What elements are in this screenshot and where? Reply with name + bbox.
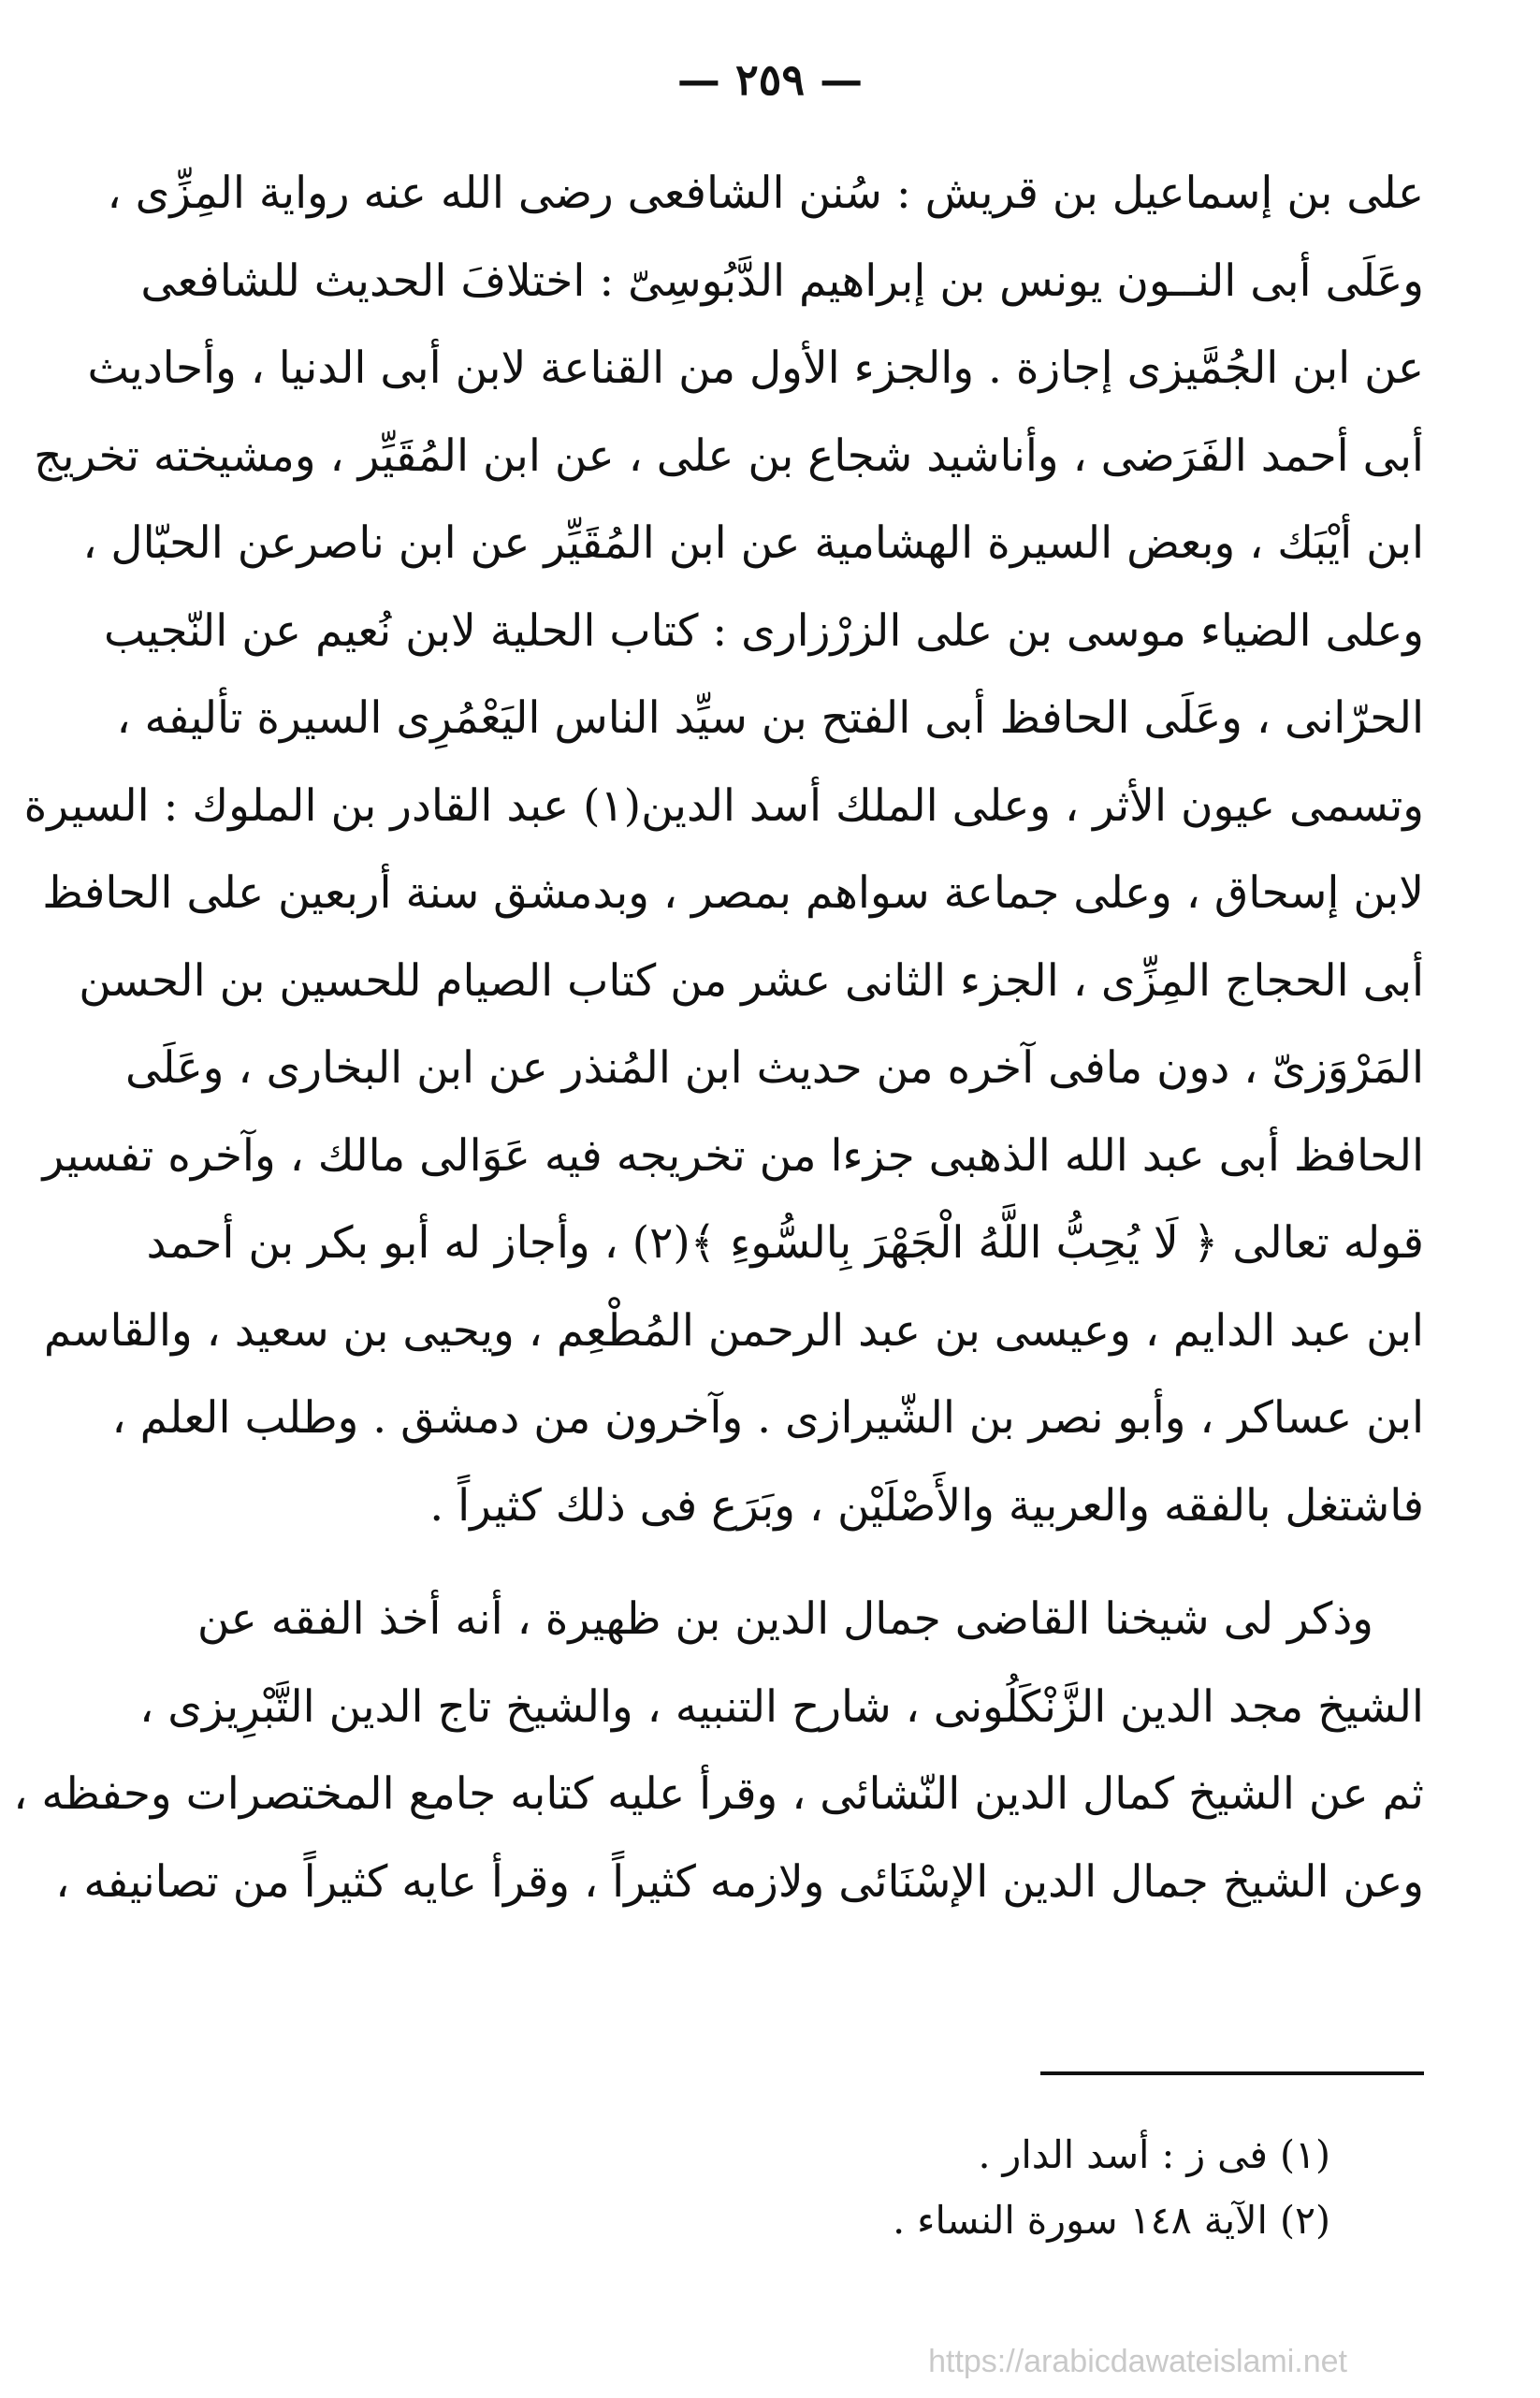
text-line: أبى أحمد الفَرَضى ، وأناشيد شجاع بن على ، عن ابن المُقَيِّر ، ومشيخته تخريج bbox=[34, 429, 1424, 482]
paragraph bbox=[23, 150, 1424, 1549]
footnotes bbox=[655, 2122, 1330, 2253]
text-line: الحافظ أبى عبد الله الذهبى جزءا من تخريجه فيه عَوَالى مالك ، وآخره تفسير bbox=[42, 1129, 1424, 1182]
text-line: وعَلَى أبى النــون يونس بن إبراهيم الدَّبُوسِىّ : اختلافَ الحديث للشافعى bbox=[140, 254, 1424, 307]
text-line: ابن عبد الدايم ، وعيسى بن عبد الرحمن المُطْعِم ، ويحيى بن سعيد ، والقاسم bbox=[43, 1304, 1424, 1357]
text-line: الحرّانى ، وعَلَى الحافظ أبى الفتح بن سيِّد الناس اليَعْمُرِى السيرة تأليفه ، bbox=[116, 692, 1424, 744]
text-line: لابن إسحاق ، وعلى جماعة سواهم بمصر ، وبدمشق سنة أربعين على الحافظ bbox=[42, 867, 1424, 919]
footnote: (١) فى ز : أسد الدار . bbox=[978, 2132, 1330, 2177]
text-line: وتسمى عيون الأثر ، وعلى الملك أسد الدين(١) عبد القادر بن الملوك : السيرة bbox=[23, 779, 1424, 832]
text-line: ثم عن الشيخ كمال الدين النّشائى ، وقرأ عليه كتابه جامع المختصرات وحفظه ، bbox=[13, 1768, 1424, 1820]
paragraph bbox=[13, 1576, 1424, 1926]
text-line: ابن عساكر ، وأبو نصر بن الشّيرازى . وآخرون من دمشق . وطلب العلم ، bbox=[111, 1392, 1424, 1444]
text-line: فاشتغل بالفقه والعربية والأَصْلَيْن ، وبَرَع فى ذلك كثيراً . bbox=[429, 1479, 1424, 1532]
text-line: على بن إسماعيل بن قريش : سُنن الشافعى رضى الله عنه رواية المِزِّى ، bbox=[107, 167, 1424, 219]
text-line: ابن أيْبَك ، وبعض السيرة الهشامية عن ابن المُقَيِّر عن ابن ناصرعن الحبّال ، bbox=[82, 517, 1424, 569]
text-line: المَرْوَزىّ ، دون مافى آخره من حديث ابن المُنذر عن ابن البخارى ، وعَلَى bbox=[124, 1042, 1424, 1094]
text-line: أبى الحجاج المِزِّى ، الجزء الثانى عشر من كتاب الصيام للحسين بن الحسن bbox=[79, 954, 1424, 1007]
footnote-divider bbox=[1040, 2071, 1424, 2075]
text-line: قوله تعالى ﴿ لَا يُحِبُّ اللَّهُ الْجَهْرَ بِالسُّوءِ ﴾(٢) ، وأجاز له أبو بكر بن أحمد bbox=[146, 1217, 1424, 1269]
text-line: وذكر لى شيخنا القاضى جمال الدين بن ظهيرة ، أنه أخذ الفقه عن bbox=[196, 1593, 1373, 1645]
text-line: الشيخ مجد الدين الزَّنْكَلُونى ، شارح التنبيه ، والشيخ تاج الدين التَّبْرِيزى ، bbox=[139, 1680, 1424, 1733]
text-line: وعن الشيخ جمال الدين الإسْنَائى ولازمه كثيراً ، وقرأ عايه كثيراً من تصانيفه ، bbox=[55, 1855, 1424, 1908]
text-line: عن ابن الجُمَّيزى إجازة . والجزء الأول من القناعة لابن أبى الدنيا ، وأحاديث bbox=[87, 342, 1424, 394]
page-number: — ٢٥٩ — bbox=[676, 54, 864, 105]
paragraph-gap bbox=[198, 1549, 1424, 1576]
watermark-url: https://arabicdawateislami.net bbox=[928, 2344, 1347, 2379]
main-text bbox=[13, 150, 1424, 1926]
footnote: (٢) الآية ١٤٨ سورة النساء . bbox=[893, 2198, 1330, 2243]
text-line: وعلى الضياء موسى بن على الزرْزارى : كتاب الحلية لابن نُعيم عن النّجيب bbox=[104, 604, 1424, 657]
